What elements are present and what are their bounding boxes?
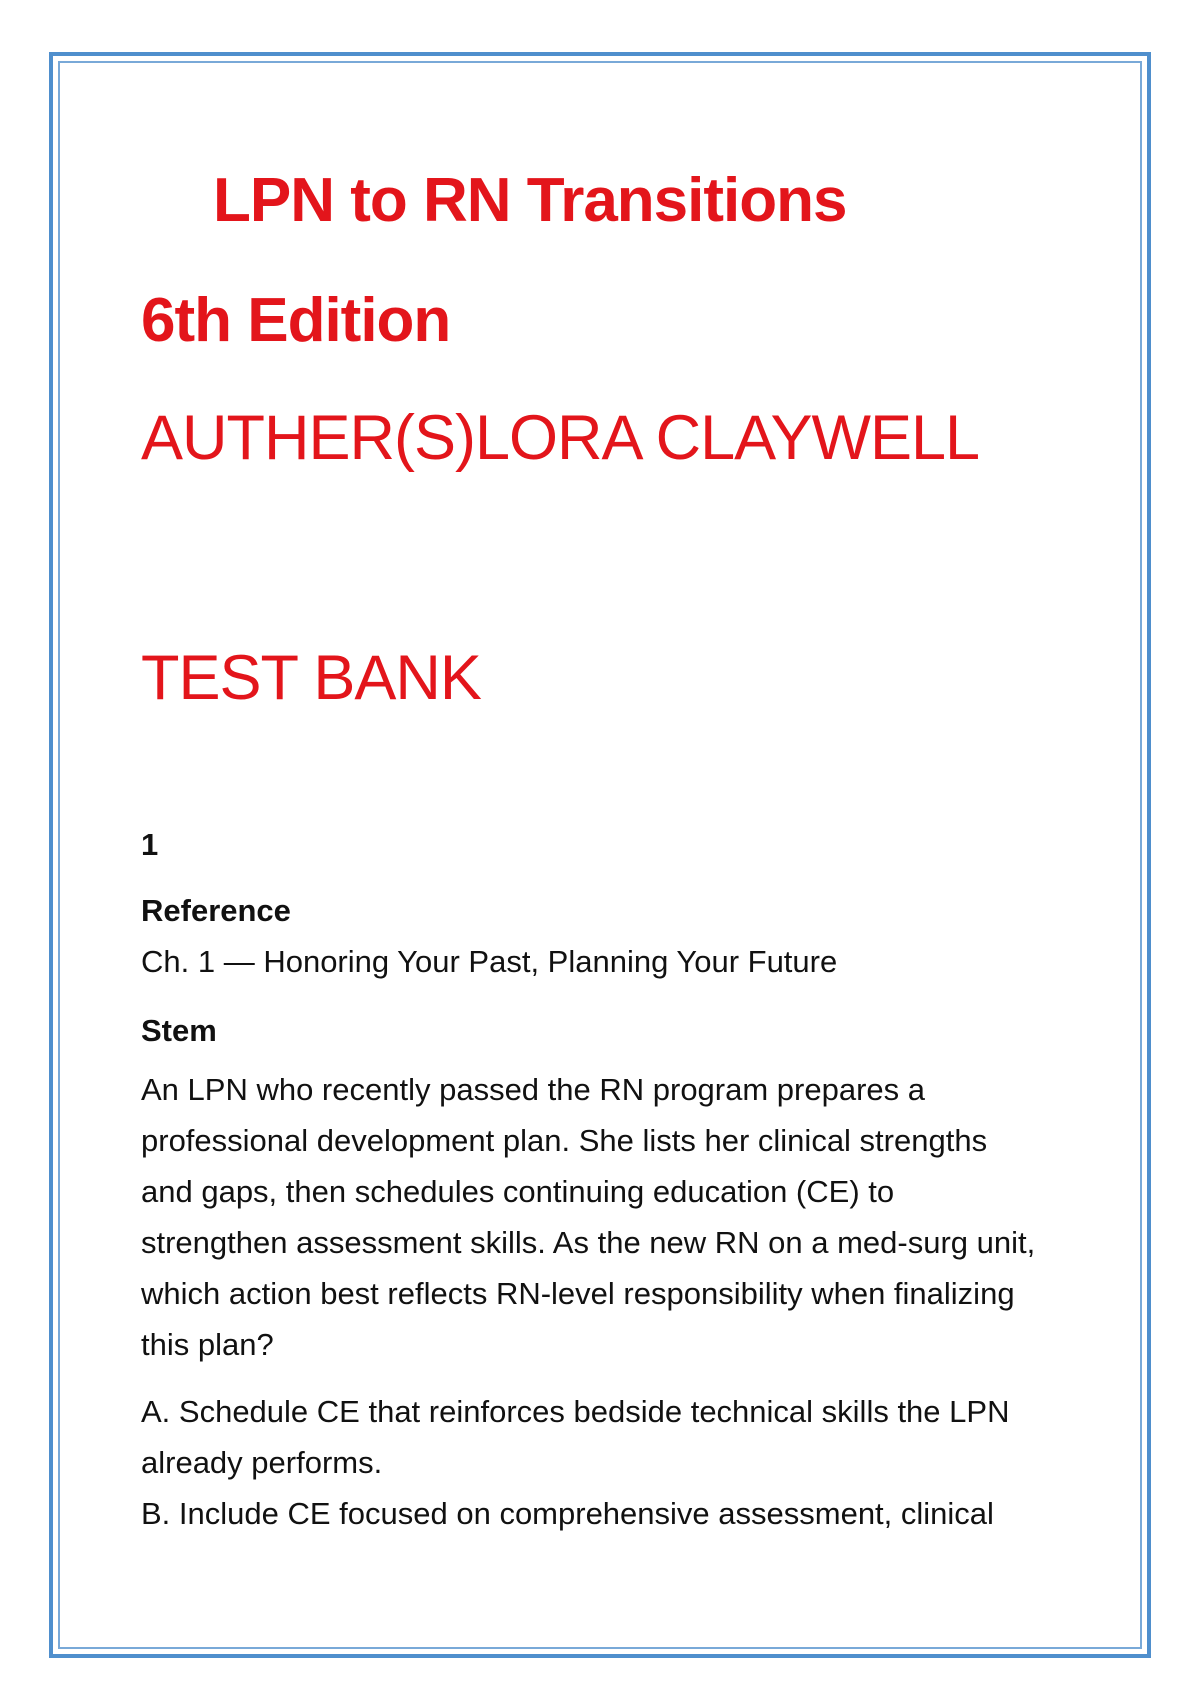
answer-option-a: A. Schedule CE that reinforces bedside technical skills the LPN already performs. [141, 1394, 1010, 1480]
answer-option-b: B. Include CE focused on comprehensive assessment, clinical [141, 1496, 994, 1531]
edition-label: 6th Edition [141, 286, 451, 355]
reference-label: Reference [141, 893, 291, 928]
stem-label: Stem [141, 1013, 217, 1048]
stem-text: An LPN who recently passed the RN program prepares a professional development plan. She lists her clinical strengths and gaps, then schedules continuing education (CE) to strengthen assessment skills. As the new RN on a med-surg unit, which action best reflects RN-level responsibility when finalizing this plan? [141, 1072, 1036, 1362]
test-bank-heading: TEST BANK [141, 643, 481, 713]
author-line: AUTHER(S)LORA CLAYWELL [141, 403, 980, 473]
question-number: 1 [141, 827, 159, 862]
reference-text: Ch. 1 — Honoring Your Past, Planning Your Future [141, 944, 838, 979]
book-title: LPN to RN Transitions [213, 166, 847, 235]
